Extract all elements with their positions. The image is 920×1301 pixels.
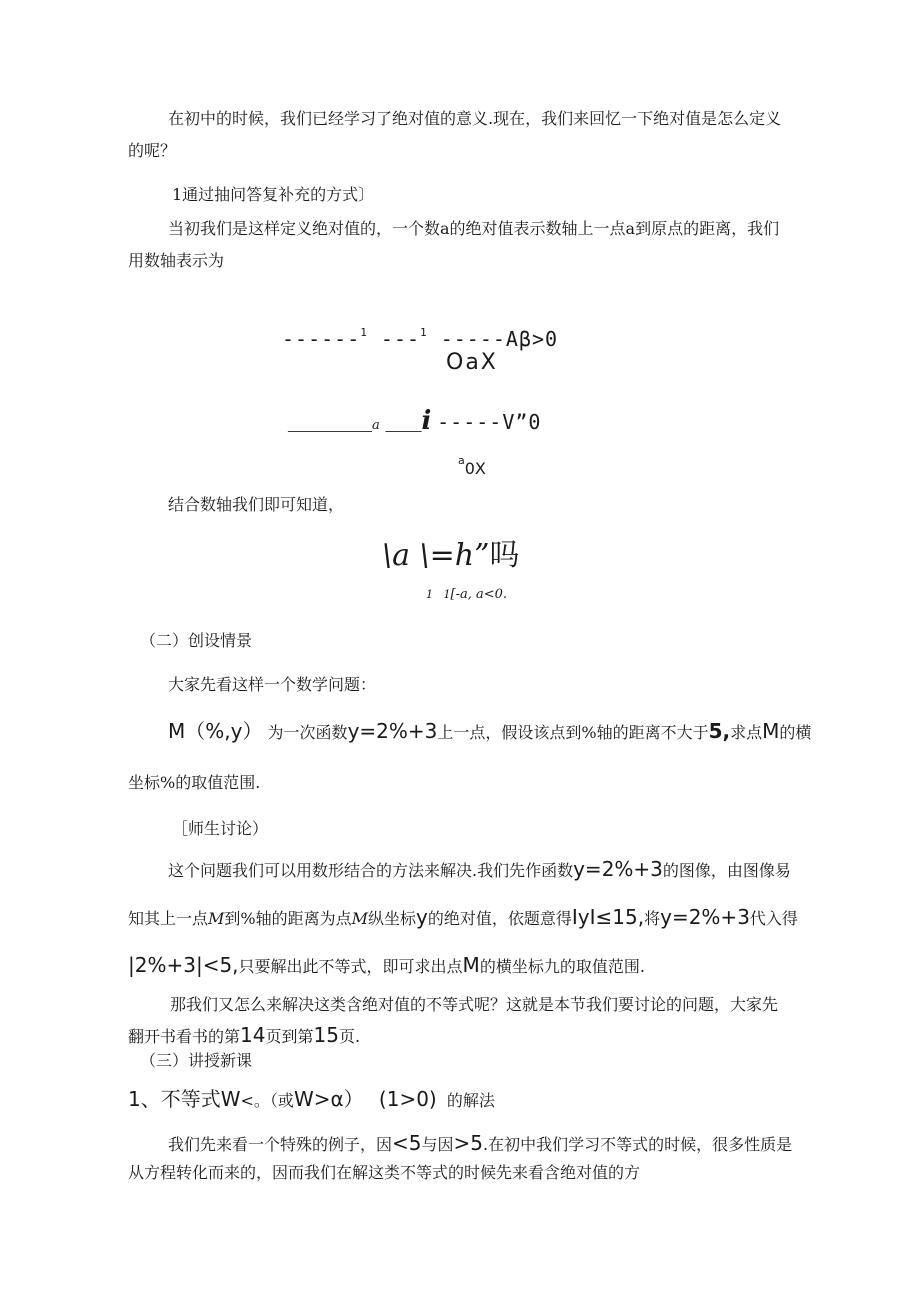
axis2-dashes-b: ______ [385,418,422,432]
axis2-label-rest: 0X [464,459,486,478]
d2-k: 代入得 [749,909,798,928]
discussion-line-1 [168,858,791,882]
e1-e: .在初中我们学习不等式的时候，很多性质是 [483,1135,793,1154]
axis1-dashes-b: --- [380,327,421,351]
pt-page-15: 15 [313,1023,339,1047]
item1-c: <。（或 [240,1091,294,1110]
axis1-tick-1: 1 [360,326,368,339]
q-point-m: M（%,y） [168,719,263,743]
d2-m2: M [351,909,369,928]
section-3-heading: （三）讲授新课 [140,1051,253,1070]
question-transition-line-1: 那我们又怎么来解决这类含绝对值的不等式呢？这就是本节我们要讨论的问题，大家先 [170,995,779,1014]
paragraph-1-line-1: 在初中的时候，我们已经学习了绝对值的意义.现在，我们来回忆一下绝对值是怎么定义 [168,109,782,128]
discussion-line-3 [128,954,645,978]
formula-cjk: 吗 [489,538,520,573]
hint-note: 1通过抽问答复补充的方式〕 [172,185,375,204]
d2-m1: M [208,909,225,928]
axis1-dashes-c: -----Aβ>0 [440,327,559,351]
item1-a: 1、不等式 [128,1087,221,1111]
discussion-line-2 [128,906,798,930]
q-function: y=2%+3 [347,719,438,743]
d3-m: M [462,953,480,977]
d2-g: 的绝对值，依题意得 [427,909,572,928]
pt-c: 页到第 [265,1027,314,1046]
d1-c: 的图像，由图像易 [662,861,791,880]
question-line-1 [168,720,811,744]
axis2-mark-a: a [372,418,380,433]
axis2-label-sup: a [458,454,465,467]
d2-a: 知其上一点 [128,909,209,928]
item1-e: (1>0) [378,1087,437,1111]
question-line-2: 坐标%的取值范围. [128,773,261,792]
pt-e: 页. [338,1027,361,1046]
axis1-labels: OaX [446,350,498,375]
axis2-mark-i: i [421,406,432,436]
d1-function: y=2%+3 [573,857,663,881]
q-m: M [762,719,780,743]
d2-y: y [416,905,428,929]
combine-sentence: 结合数轴我们即可知道， [168,495,345,514]
paragraph-1-line-2: 的呢？ [128,141,177,160]
example-line-2: 从方程转化而来的，因而我们在解这类不等式的时候先来看含绝对值的方 [128,1163,641,1182]
item1-w: W [220,1087,241,1111]
formula-sub [426,584,507,606]
formula-sub-1: 1 [426,588,433,601]
item1-d: W>α） [293,1087,364,1111]
d2-c: 到%轴的距离为点 [224,909,352,928]
e1-c: 与因 [421,1135,454,1154]
axis1-dashes-a: ------ [282,327,361,351]
section-2-intro: 大家先看这样一个数学问题： [168,675,377,694]
q-text-f: 求点 [730,723,763,742]
item-1-heading [128,1088,495,1112]
formula-main: \a \=h” [382,538,490,573]
formula-sub-2: 1 [443,588,451,601]
d2-ineq: IyI≤15, [571,905,645,929]
item1-f: 的解法 [446,1091,495,1110]
abs-formula [382,536,519,576]
d3-ineq: |2%+3|<5, [128,953,239,977]
d3-b: 只要解出此不等式，即可求出点 [238,957,463,976]
number-line-1 [282,322,558,350]
d3-d: 的横坐标九的取值范围. [479,957,645,976]
e1-a: 我们先来看一个特殊的例子，因 [168,1135,393,1154]
question-transition-line-2 [128,1024,360,1048]
paragraph-2-line-2: 用数轴表示为 [128,251,225,270]
paragraph-2-line-1: 当初我们是这样定义绝对值的，一个数a的绝对值表示数轴上一点a到原点的距离，我们 [168,219,780,238]
q-five: 5, [708,719,731,743]
q-text-d: 上一点，假设该点到%轴的距离不大于 [437,723,709,742]
d2-e: 纵坐标 [368,909,417,928]
q-text-h: 的横 [779,723,812,742]
e1-gt5: >5 [453,1131,483,1155]
axis2-dashes-c: -----V”0 [437,410,542,434]
d2-i: 将 [644,909,661,928]
example-line-1 [168,1132,792,1156]
discussion-label: ［师生讨论） [172,819,269,838]
formula-sub-text: [-a, a<0. [450,587,508,602]
q-text-b: 为一次函数 [267,723,348,742]
section-2-heading: （二）创设情景 [140,631,253,650]
axis2-labels [458,450,486,480]
axis2-dashes-a: ______________ [288,418,372,432]
pt-page-14: 14 [240,1023,266,1047]
d2-function: y=2%+3 [660,905,750,929]
number-line-2 [288,406,542,437]
pt-a: 翻开书看书的第 [128,1027,241,1046]
d1-a: 这个问题我们可以用数形结合的方法来解决.我们先作函数 [168,861,574,880]
axis1-tick-2: 1 [420,326,428,339]
e1-lt5: <5 [392,1131,422,1155]
